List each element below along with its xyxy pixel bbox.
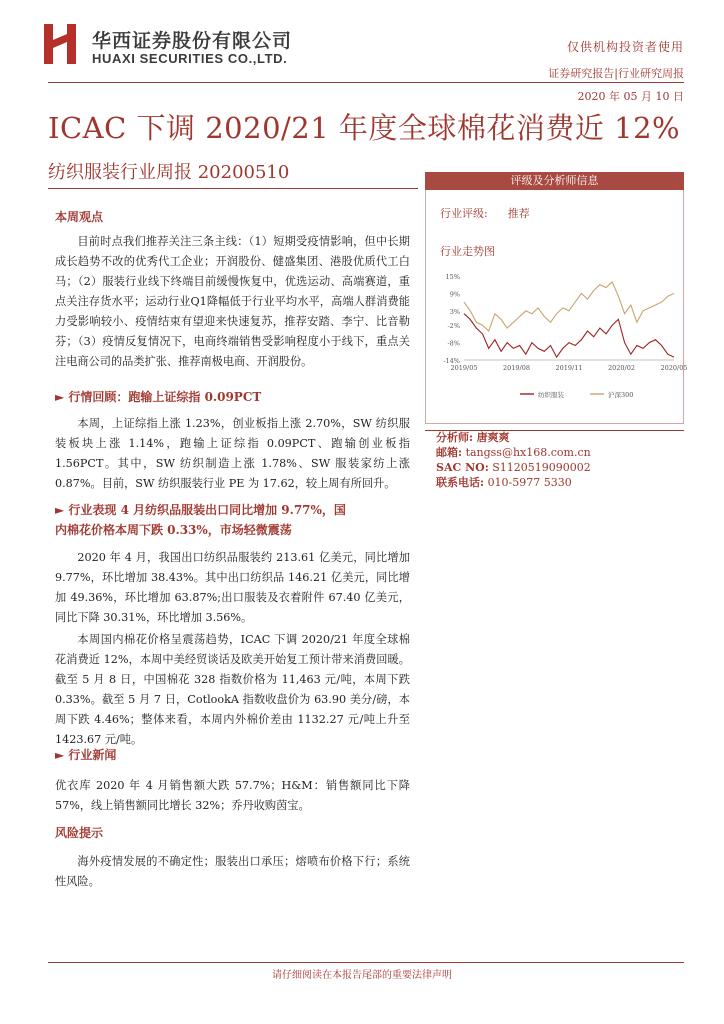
header-divider <box>48 82 684 83</box>
sidebar-header: 评级及分析师信息 <box>425 172 684 190</box>
legend-label: 纺织服装 <box>538 391 564 399</box>
x-tick-label: 2020/02 <box>607 364 636 372</box>
audience-note: 仅供机构投资者使用 <box>566 40 684 54</box>
bullet-icon: ► <box>55 390 69 404</box>
rating-label: 行业评级: <box>440 207 488 220</box>
performance-text-2: 本周国内棉花价格呈震荡趋势，ICAC 下调 2020/21 年度全球棉花消费近 12%，本周中美经贸谈话及欧美开始复工预计带来消费回暖。截至 5 月 8 日，中国棉花 328 指数价格为 11,463 元/吨，本周下跌 0.33%。截至 5 月 7 日，CotlookA 指数收盘价为 63.90 美分/磅，本周下跌 4.46%；整体来看，本周内外棉价差由 1132.27 元/吨上升至 1423.67 元/吨。 <box>55 633 410 746</box>
legal-notice: 请仔细阅读在本报告尾部的重要法律声明 <box>272 970 452 981</box>
performance-text-1: 2020 年 4 月，我国出口纺织品服装约 213.61 亿美元，同比增加 9.77%，环比增加 38.43%。其中出口纺织品 146.21 亿美元，同比增加 49.36%，环比增加 63.87%;出口服装及衣着附件 67.40 亿美元，同比下降 30.31%，环比增加 3.56%。 <box>55 551 410 624</box>
report-title: ICAC 下调 2020/21 年度全球棉花消费近 12% <box>48 111 681 145</box>
y-tick-label: 9% <box>449 290 460 299</box>
news-text: 优衣库 2020 年 4 月销售额大跌 57.7%；H&M：销售额同比下降 57%，线上销售额同比增长 32%；乔丹收购茵宝。 <box>55 779 410 812</box>
analyst-label: 分析师: <box>436 431 474 444</box>
risk-text: 海外疫情发展的不确定性；服装出口承压；熔喷布价格下行；系统性风险。 <box>55 855 410 888</box>
bullet-icon: ► <box>55 503 69 517</box>
phone-number: 010-5977 5330 <box>487 476 572 489</box>
trend-chart <box>430 268 688 408</box>
rating-value: 推荐 <box>507 207 530 220</box>
weekly-view-heading: 本周观点 <box>55 210 104 224</box>
legend-label: 沪深300 <box>608 391 634 399</box>
y-tick-label: -14% <box>443 357 460 365</box>
x-tick-label: 2019/11 <box>555 364 583 372</box>
report-date: 2020 年 05 月 10 日 <box>577 90 684 103</box>
x-tick-label: 2019/05 <box>450 364 478 372</box>
sac-number: S1120519090002 <box>492 461 591 474</box>
trend-chart-label: 行业走势图 <box>440 245 495 258</box>
phone-label: 联系电话: <box>436 476 485 489</box>
footer-divider <box>48 962 684 963</box>
news-heading: ► 行业新闻 <box>55 748 117 762</box>
y-tick-label: -8% <box>447 339 460 348</box>
company-name-en: HUAXI SECURITIES CO.,LTD. <box>92 51 288 66</box>
analyst-info <box>436 430 591 490</box>
industry-rating <box>440 205 530 221</box>
y-tick-label: 15% <box>445 273 460 281</box>
y-tick-label: -2% <box>447 322 460 331</box>
series-line <box>464 282 674 331</box>
market-review-text: 本周，上证综指上涨 1.23%，创业板指上涨 2.70%，SW 纺织服装板块上涨 1.14%，跑输上证综指 0.09PCT、跑输创业板指 1.56PCT。其中，SW 纺织制造上涨 1.78%、SW 服装家纺上涨 0.87%。目前，SW 纺织服装行业 PE 为 17.62，较上周有所回升。 <box>55 417 410 490</box>
x-tick-label: 2019/08 <box>502 364 531 372</box>
risk-heading: 风险提示 <box>55 826 104 840</box>
email-label: 邮箱: <box>436 446 463 459</box>
y-tick-label: 3% <box>449 307 460 316</box>
series-line <box>464 314 674 357</box>
analyst-email[interactable]: tangss@hx168.com.cn <box>465 446 591 459</box>
report-type: 证券研究报告|行业研究周报 <box>548 67 684 80</box>
huaxi-logo-icon <box>44 24 76 64</box>
sac-label: SAC NO: <box>436 461 489 474</box>
weekly-view-text: 目前时点我们推荐关注三条主线：（1）短期受疫情影响，但中长期成长趋势不改的优秀代工企业；开润股份、健盛集团、港股优质代工白马；（2）服装行业线下终端目前缓慢恢复中，优选运动、高端赛道，重点关注存货水平；运动行业Q1降幅低于行业平均水平，高端人群消费能力受影响较小、疫情结束有望迎来快速复苏，推荐安踏、李宁、比音勒芬；（3）疫情反复情况下，电商终端销售受影响程度小于线下，重点关注电商公司的品类扩张、推荐南极电商、开润股份。 <box>55 235 410 368</box>
report-subtitle: 纺织服装行业周报 20200510 <box>48 162 290 183</box>
market-review-heading: ► 行情回顾：跑输上证综指 0.09PCT <box>55 390 262 404</box>
company-name-cn: 华西证券股份有限公司 <box>92 30 293 52</box>
performance-heading: ► 行业表现 4 月纺织品服装出口同比增加 9.77%，国 内棉花价格本周下跌 0.33%，市场轻微震荡 <box>55 503 346 537</box>
bullet-icon: ► <box>55 748 69 762</box>
subtitle-divider <box>48 188 418 189</box>
x-tick-label: 2020/05 <box>660 364 688 372</box>
analyst-name: 唐爽爽 <box>476 431 510 444</box>
